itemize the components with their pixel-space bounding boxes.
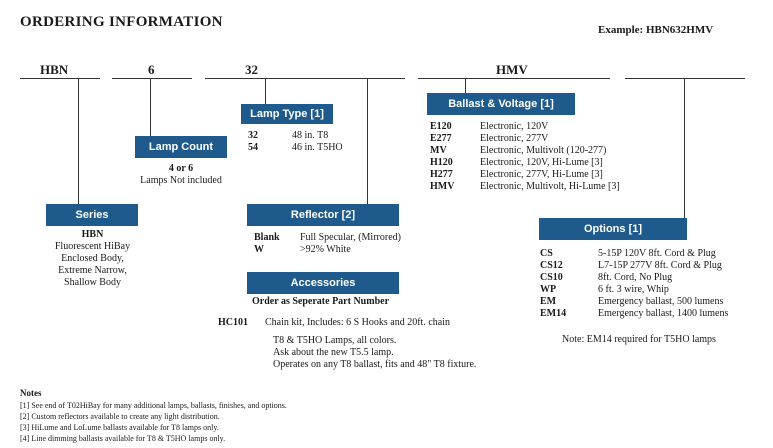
- table-row: [430, 181, 620, 193]
- series-code: HBN: [40, 62, 69, 77]
- ballast-desc-cell: Electronic, 277V, Hi-Lume [3]: [480, 169, 603, 180]
- series-line: Enclosed Body,: [61, 253, 124, 264]
- options-underline: [625, 78, 745, 79]
- options-desc-cell: 5-15P 120V 8ft. Cord & Plug: [598, 248, 716, 259]
- options-table: [540, 248, 728, 320]
- options-desc-cell: L7-15P 277V 8ft. Cord & Plug: [598, 260, 722, 271]
- table-row: [540, 284, 728, 296]
- notes-list: [20, 400, 287, 444]
- options-connector: [684, 78, 685, 218]
- ballast-table: [430, 121, 620, 193]
- accessories-desc-line: Ask about the new T5.5 lamp.: [273, 347, 394, 358]
- lamp-count-header: Lamp Count: [135, 136, 227, 158]
- options-code-cell: EM: [540, 296, 557, 307]
- series-connector: [78, 78, 79, 204]
- reflector-table: [254, 232, 401, 256]
- options-note: Note: EM14 required for T5HO lamps: [562, 334, 716, 345]
- table-row: [430, 157, 620, 169]
- options-code-cell: CS12: [540, 260, 563, 271]
- reflector-desc-cell: >92% White: [300, 244, 351, 255]
- lamp-type-code-cell: 32: [248, 130, 258, 141]
- reflector-connector: [367, 78, 368, 204]
- ballast-code-cell: H277: [430, 169, 453, 180]
- lamp-count-underline: [112, 78, 192, 79]
- series-line: Shallow Body: [64, 277, 121, 288]
- lamp-type-code-cell: 54: [248, 142, 258, 153]
- ballast-desc-cell: Electronic, Multivolt (120-277): [480, 145, 607, 156]
- options-desc-cell: Emergency ballast, 1400 lumens: [598, 308, 729, 319]
- options-desc-cell: 8ft. Cord, No Plug: [598, 272, 673, 283]
- reflector-desc-cell: Full Specular, (Mirrored): [300, 232, 401, 243]
- options-code-cell: EM14: [540, 308, 567, 319]
- ballast-underline: [418, 78, 610, 79]
- table-row: [248, 130, 343, 142]
- table-row: [430, 169, 620, 181]
- table-row: [430, 133, 620, 145]
- lamp-type-connector: [265, 78, 266, 104]
- accessories-desc-line: Chain kit, Includes: 6 S Hooks and 20ft. chain: [265, 317, 450, 328]
- series-line: Fluorescent HiBay: [54, 241, 131, 252]
- accessories-desc-line: T8 & T5HO Lamps, all colors.: [273, 335, 397, 346]
- reflector-code-cell: W: [254, 244, 264, 255]
- ballast-connector: [465, 78, 466, 93]
- lamp-type-header: Lamp Type [1]: [241, 104, 333, 124]
- table-row: [254, 232, 401, 244]
- ballast-code-cell: MV: [430, 145, 447, 156]
- series-header: Series: [46, 204, 138, 226]
- series-description: [20, 241, 165, 289]
- ballast-desc-cell: Electronic, 120V, Hi-Lume [3]: [480, 157, 603, 168]
- table-row: [248, 142, 343, 154]
- options-code-cell: CS: [540, 248, 553, 259]
- accessories-code: HC101: [218, 317, 248, 328]
- table-row: [254, 244, 401, 256]
- table-row: [540, 296, 728, 308]
- ballast-desc-cell: Electronic, Multivolt, Hi-Lume [3]: [480, 181, 620, 192]
- lamp-type-table: [248, 130, 343, 154]
- options-desc-cell: 6 ft. 3 wire, Whip: [598, 284, 669, 295]
- lamp-type-code: 32: [245, 62, 258, 77]
- lamp-count-value: 4 or 6: [168, 163, 194, 174]
- lamp-type-desc-cell: 46 in. T5HO: [292, 142, 343, 153]
- options-code-cell: WP: [540, 284, 557, 295]
- table-row: [540, 308, 728, 320]
- example-code: Example: HBN632HMV: [598, 24, 714, 36]
- ballast-code-cell: E277: [430, 133, 452, 144]
- lamp-type-desc-cell: 48 in. T8: [292, 130, 329, 141]
- lamp-count-code: 6: [148, 62, 155, 77]
- notes-title: Notes: [20, 388, 42, 398]
- options-code-cell: CS10: [540, 272, 563, 283]
- accessories-desc-line: Operates on any T8 ballast, fits and 48" T8 fixture.: [273, 359, 477, 370]
- ballast-code-cell: HMV: [430, 181, 455, 192]
- note-item: [4] Line dimming ballasts available for T8 & T5HO lamps only.: [20, 434, 226, 443]
- options-desc-cell: Emergency ballast, 500 lumens: [598, 296, 724, 307]
- lamp-type-underline: [205, 78, 405, 79]
- note-item: [1] See end of T02HiBay for many additional lamps, ballasts, finishes, and options.: [20, 401, 287, 410]
- ballast-desc-cell: Electronic, 277V: [480, 133, 549, 144]
- table-row: [540, 272, 728, 284]
- lamp-count-connector: [150, 78, 151, 136]
- ballast-code-cell: H120: [430, 157, 453, 168]
- page-title: ORDERING INFORMATION: [20, 14, 223, 30]
- note-item: [3] HiLume and LoLume ballasts available for T8 lamps only.: [20, 423, 219, 432]
- series-underline: [20, 78, 100, 79]
- accessories-header: Accessories: [247, 272, 399, 294]
- ballast-desc-cell: Electronic, 120V: [480, 121, 549, 132]
- ballast-code-cell: E120: [430, 121, 452, 132]
- table-row: [430, 145, 620, 157]
- table-row: [540, 260, 728, 272]
- accessories-subtitle: Order as Seperate Part Number: [252, 296, 390, 307]
- lamp-count-note: Lamps Not included: [140, 175, 222, 186]
- note-item: [2] Custom reflectors available to create any light distribution.: [20, 412, 220, 421]
- options-header: Options [1]: [539, 218, 687, 240]
- ballast-code: HMV: [496, 62, 528, 77]
- ballast-header: Ballast & Voltage [1]: [427, 93, 575, 115]
- series-value: HBN: [81, 229, 104, 240]
- reflector-code-cell: Blank: [254, 232, 280, 243]
- table-row: [430, 121, 620, 133]
- reflector-header: Reflector [2]: [247, 204, 399, 226]
- series-line: Extreme Narrow,: [58, 265, 127, 276]
- table-row: [540, 248, 728, 260]
